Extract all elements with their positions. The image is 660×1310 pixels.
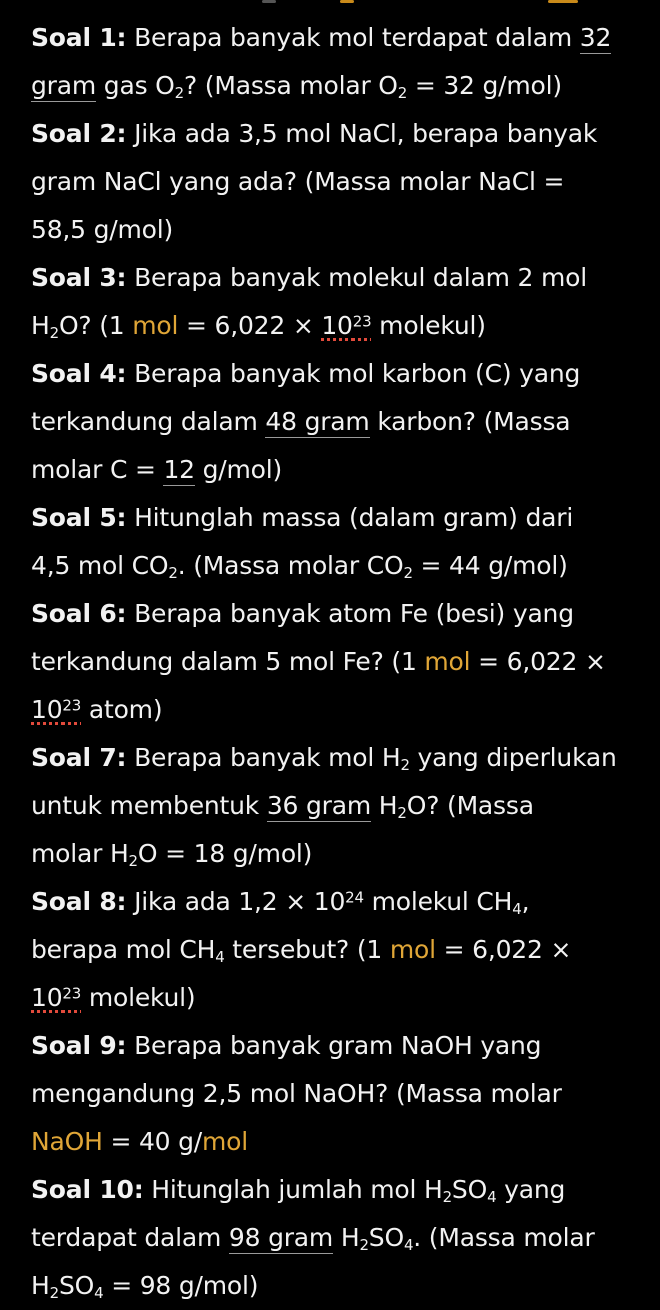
soal-6-line-3: $10^{23}$ atom) [31, 695, 163, 724]
soal-4-line-3: molar C = 12 g/mol) [31, 455, 283, 484]
soal-1-line-1: Soal 1: Berapa banyak mol terdapat dalam 32 [31, 23, 612, 52]
soal-3-line-1: Soal 3: Berapa banyak molekul dalam 2 mol [31, 263, 587, 292]
soal-6-label: Soal 6: [31, 599, 127, 628]
soal-10-label: Soal 10: [31, 1175, 144, 1204]
soal-8-line-2: berapa mol $CH_4$ tersebut? (1 mol = 6,022 × [31, 935, 572, 967]
soal-7-line-1: Soal 7: Berapa banyak mol $H_2$ yang diperlukan [31, 743, 617, 775]
highlighted-term: mol [424, 647, 471, 676]
soal-7-line-3: molar $H_2O = 18$ g/mol) [31, 839, 313, 871]
soal-5-line-1: Soal 5: Hitunglah massa (dalam gram) dari [31, 503, 574, 532]
soal-7-label: Soal 7: [31, 743, 127, 772]
soal-4-line-1: Soal 4: Berapa banyak mol karbon (C) yang [31, 359, 581, 388]
soal-9-label: Soal 9: [31, 1031, 127, 1060]
soal-8-label: Soal 8: [31, 887, 127, 916]
soal-4-line-2: terkandung dalam 48 gram karbon? (Massa [31, 407, 571, 436]
spellcheck-squiggle: $10^{23}$ [31, 695, 82, 724]
spellcheck-squiggle: $10^{23}$ [31, 983, 82, 1012]
soal-4-label: Soal 4: [31, 359, 127, 388]
soal-10-line-2: terdapat dalam 98 gram $H_2SO_4$. (Massa molar [31, 1223, 595, 1255]
soal-6-line-1: Soal 6: Berapa banyak atom Fe (besi) yang [31, 599, 574, 628]
soal-5-line-2: 4,5 mol $CO_2$. (Massa molar $CO_2 = 44$ g/mol) [31, 551, 568, 583]
soal-10-line-1: Soal 10: Hitunglah jumlah mol $H_2SO_4$ yang [31, 1175, 566, 1207]
soal-6-line-2: terkandung dalam 5 mol Fe? (1 mol = 6,022 × [31, 647, 606, 676]
soal-5-label: Soal 5: [31, 503, 127, 532]
highlighted-term: mol [132, 311, 179, 340]
soal-3-label: Soal 3: [31, 263, 127, 292]
soal-1-line-2: gram gas $O_2$? (Massa molar $O_2 = 32$ g/mol) [31, 71, 562, 103]
soal-9-line-1: Soal 9: Berapa banyak gram NaOH yang [31, 1031, 542, 1060]
highlighted-term: mol [202, 1127, 248, 1156]
soal-1-label: Soal 1: [31, 23, 127, 52]
soal-9-line-2: mengandung 2,5 mol NaOH? (Massa molar [31, 1079, 562, 1108]
soal-7-line-2: untuk membentuk 36 gram $H_2O$? (Massa [31, 791, 534, 823]
soal-8-line-3: $10^{23}$ molekul) [31, 983, 196, 1012]
soal-2-label: Soal 2: [31, 119, 127, 148]
soal-2-line-3: 58,5 g/mol) [31, 215, 174, 244]
soal-2-line-2: gram NaCl yang ada? (Massa molar NaCl = [31, 167, 565, 196]
highlighted-term: mol [389, 935, 436, 964]
spellcheck-squiggle: $10^{23}$ [321, 311, 372, 340]
top-edge-marks [0, 0, 660, 8]
highlighted-term: NaOH [31, 1127, 103, 1156]
soal-3-line-2: $H_2O$? (1 mol = $6,022 \times 10^{23}$ molekul) [31, 311, 486, 343]
document-body [31, 14, 660, 1310]
soal-9-line-3: NaOH = 40 g/mol [31, 1127, 248, 1156]
soal-10-line-3: $H_2SO_4 = 98$ g/mol) [31, 1271, 259, 1303]
soal-2-line-1: Soal 2: Jika ada 3,5 mol NaCl, berapa banyak [31, 119, 598, 148]
soal-8-line-1: Soal 8: Jika ada $1,2 \times 10^{24}$ molekul $CH_4$, [31, 887, 530, 919]
